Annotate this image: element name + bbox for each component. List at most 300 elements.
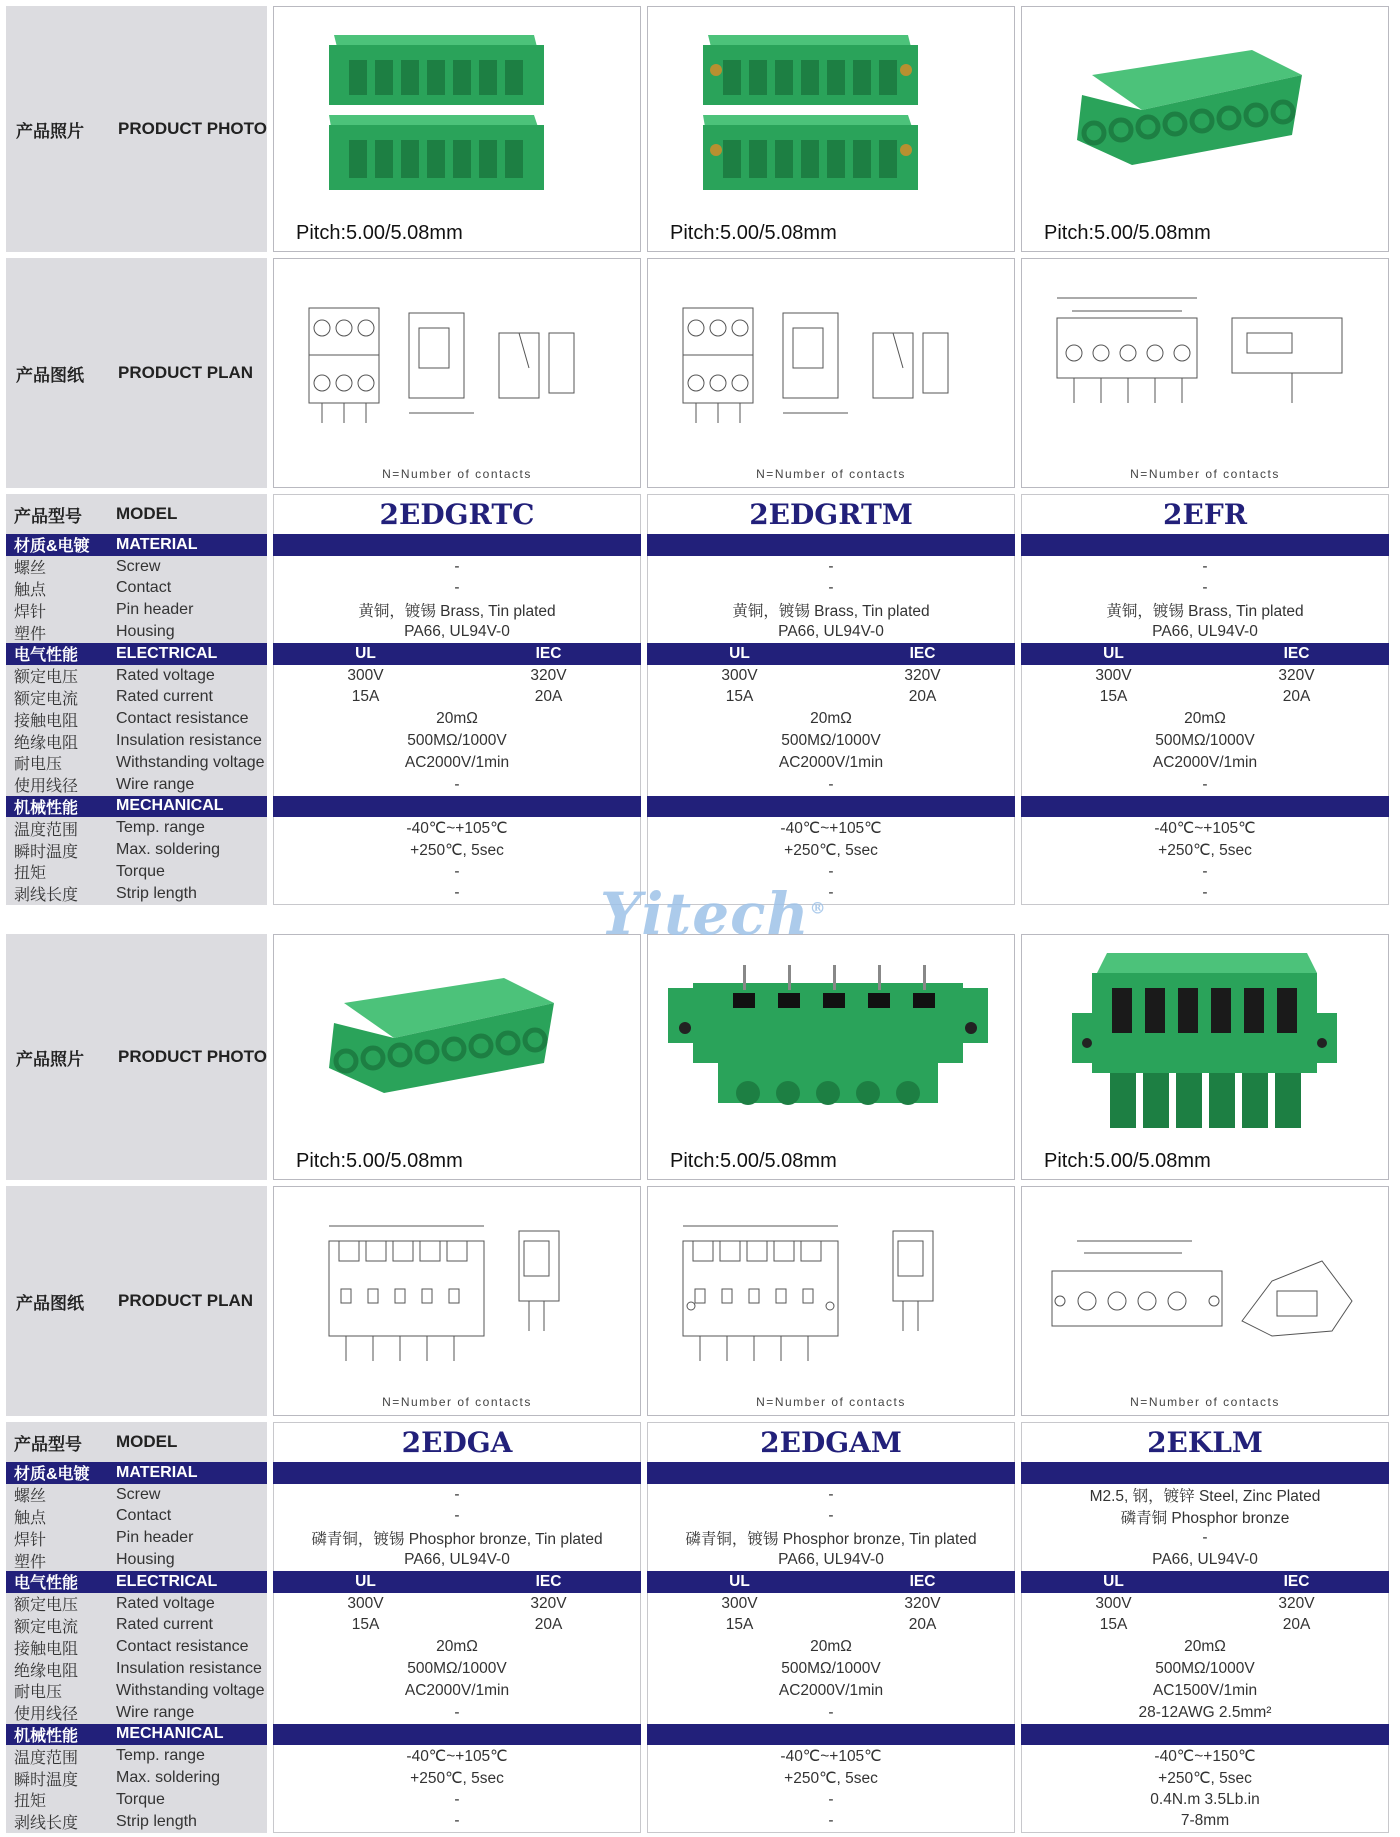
label-cn: 绝缘电阻 (14, 734, 79, 752)
ul-iec-values (648, 1616, 1014, 1634)
spec-row (6, 839, 1394, 861)
spec-value: - (647, 774, 1015, 796)
spec-row-label (6, 1658, 267, 1680)
spec-value: M2.5, 钢，镀锌 Steel, Zinc Plated (1021, 1484, 1389, 1506)
ul-value: 15A (351, 688, 380, 706)
spec-value: -40℃~+105℃ (647, 817, 1015, 839)
ul-iec-header (1022, 1573, 1388, 1591)
spec-row (6, 1615, 1394, 1637)
spec-value (647, 1724, 1015, 1746)
label-en: MATERIAL (116, 1463, 198, 1481)
spec-value (273, 1593, 641, 1615)
spec-row-label (6, 839, 267, 861)
label-cn: 耐电压 (14, 756, 63, 774)
spec-value: PA66, UL94V-0 (1021, 1549, 1389, 1571)
spec-row (6, 665, 1394, 687)
spec-value: 500MΩ/1000V (273, 730, 641, 752)
label-cn: 机械性能 (14, 1727, 79, 1745)
spec-value: 500MΩ/1000V (1021, 1658, 1389, 1680)
n-note: N=Number of contacts (382, 1395, 532, 1409)
spec-value (1021, 796, 1389, 818)
iec-value: 20A (534, 1616, 563, 1634)
label-cn: 使用线径 (14, 778, 79, 796)
spec-row (6, 1636, 1394, 1658)
spec-value: - (1021, 883, 1389, 905)
iec-value: 320V (530, 1594, 567, 1612)
pitch-text: Pitch:5.00/5.08mm (670, 1150, 837, 1172)
spec-value: - (273, 556, 641, 578)
label-cn: 额定电压 (14, 1597, 79, 1615)
ul-value: 300V (347, 666, 384, 684)
spec-value: - (1021, 1527, 1389, 1549)
spec-row-label (6, 687, 267, 709)
label-en: Contact resistance (116, 1638, 249, 1656)
spec-value (647, 796, 1015, 818)
spec-row (6, 494, 1394, 534)
ul-label: UL (1103, 644, 1124, 662)
label-en: Insulation resistance (116, 732, 262, 750)
spec-value (273, 1724, 641, 1746)
spec-value: 500MΩ/1000V (1021, 730, 1389, 752)
iec-value: 20A (534, 688, 563, 706)
ul-value: 15A (1099, 688, 1128, 706)
spec-row (6, 1702, 1394, 1724)
ul-label: UL (355, 644, 376, 662)
spec-value: 黄铜，镀锡 Brass, Tin plated (647, 599, 1015, 621)
label-cn: 焊针 (14, 1531, 47, 1549)
spec-value (273, 687, 641, 709)
spec-row (6, 1767, 1394, 1789)
label-cn: 额定电流 (14, 1618, 79, 1636)
ul-value: 15A (1099, 1616, 1128, 1634)
spec-row-label (6, 1789, 267, 1811)
product-plan-drawing (647, 258, 1015, 488)
label-en: Strip length (116, 1812, 197, 1830)
spec-value: AC1500V/1min (1021, 1680, 1389, 1702)
label-en: Housing (116, 1551, 175, 1569)
spec-value: 20mΩ (273, 1636, 641, 1658)
spec-value: 500MΩ/1000V (273, 1658, 641, 1680)
spec-row-label (6, 1549, 267, 1571)
spec-value: PA66, UL94V-0 (273, 1549, 641, 1571)
product-photo (273, 934, 641, 1180)
label-cn: 扭矩 (14, 865, 47, 883)
spec-value: 黄铜，镀锡 Brass, Tin plated (273, 599, 641, 621)
spec-value: -40℃~+105℃ (273, 1745, 641, 1767)
label-cn: 扭矩 (14, 1793, 47, 1811)
label-cn: 电气性能 (14, 1575, 79, 1593)
spec-value: 7-8mm (1021, 1811, 1389, 1833)
spec-row-label (6, 1615, 267, 1637)
spec-value: PA66, UL94V-0 (647, 621, 1015, 643)
ul-iec-values (1022, 1595, 1388, 1613)
label-cn: 使用线径 (14, 1706, 79, 1724)
spec-value: 20mΩ (1021, 1636, 1389, 1658)
spec-value (1021, 1615, 1389, 1637)
label-cn: 耐电压 (14, 1684, 63, 1702)
pitch-text: Pitch:5.00/5.08mm (670, 222, 837, 244)
spec-value: 500MΩ/1000V (647, 730, 1015, 752)
spec-row (6, 1506, 1394, 1528)
spec-row-label (6, 665, 267, 687)
label-cn: 材质&电镀 (14, 538, 90, 556)
label-cn: 产品型号 (14, 1434, 82, 1454)
label-en: Contact (116, 579, 172, 597)
spec-value (647, 687, 1015, 709)
spec-value: - (273, 578, 641, 600)
iec-value: 320V (904, 666, 941, 684)
product-plan-drawing (1021, 1186, 1389, 1416)
spec-value (273, 1615, 641, 1637)
label-en: Torque (116, 862, 165, 880)
label-cn: 塑件 (14, 1553, 47, 1571)
product-plan-drawing (647, 1186, 1015, 1416)
spec-row-label (6, 1745, 267, 1767)
spec-value: AC2000V/1min (273, 1680, 641, 1702)
ul-value: 300V (347, 1594, 384, 1612)
label-en: ELECTRICAL (116, 1572, 218, 1590)
label-cn: 焊针 (14, 603, 47, 621)
spec-value: - (273, 774, 641, 796)
spec-value: - (647, 1811, 1015, 1833)
label-en: Withstanding voltage (116, 1681, 265, 1699)
spec-row-label (6, 774, 267, 796)
spec-value (1021, 687, 1389, 709)
label-cn: 产品型号 (14, 506, 82, 526)
label-en: Pin header (116, 1529, 194, 1547)
spec-value (273, 1571, 641, 1593)
label-en: Rated voltage (116, 1594, 215, 1612)
spec-row (6, 687, 1394, 709)
spec-row-label (6, 1571, 267, 1593)
spec-row-label (6, 1702, 267, 1724)
spec-value (1021, 534, 1389, 556)
ul-label: UL (1103, 1572, 1124, 1590)
label-en: Torque (116, 1790, 165, 1808)
label-en: Wire range (116, 775, 195, 793)
spec-row-label (6, 643, 267, 665)
spec-row (6, 599, 1394, 621)
spec-row (6, 1745, 1394, 1767)
pitch-text: Pitch:5.00/5.08mm (296, 1150, 463, 1172)
spec-value (1021, 643, 1389, 665)
iec-value: 20A (908, 1616, 937, 1634)
spec-row-label (6, 556, 267, 578)
label-cn: 电气性能 (14, 647, 79, 665)
spec-value: +250℃, 5sec (647, 839, 1015, 861)
spec-value (647, 1593, 1015, 1615)
product-photo (1021, 934, 1389, 1180)
spec-row (6, 534, 1394, 556)
spec-value (1021, 1724, 1389, 1746)
product-block-2 (6, 934, 1394, 1833)
spec-value: - (273, 1506, 641, 1528)
iec-value: 20A (908, 688, 937, 706)
spec-value (647, 1615, 1015, 1637)
label-en: MATERIAL (116, 535, 198, 553)
spec-value: - (647, 1789, 1015, 1811)
spec-value (273, 1462, 641, 1484)
spec-value: - (273, 1702, 641, 1724)
photo-row (6, 934, 1394, 1180)
iec-value: 320V (904, 1594, 941, 1612)
plan-row (6, 258, 1394, 488)
label-en: Rated voltage (116, 666, 215, 684)
spec-value: - (647, 578, 1015, 600)
spec-row (6, 1462, 1394, 1484)
spec-value: - (273, 883, 641, 905)
spec-row (6, 1724, 1394, 1746)
pitch-text: Pitch:5.00/5.08mm (1044, 1150, 1211, 1172)
product-plan-drawing (1021, 258, 1389, 488)
spec-value: +250℃, 5sec (273, 1767, 641, 1789)
ul-label: UL (729, 644, 750, 662)
spec-value: - (273, 861, 641, 883)
spec-value (647, 534, 1015, 556)
ul-iec-header (648, 645, 1014, 663)
plan-label: 产品图纸 PRODUCT PLAN (6, 258, 267, 488)
spec-value: 28-12AWG 2.5mm² (1021, 1702, 1389, 1724)
spec-value (273, 796, 641, 818)
ul-iec-values (1022, 1616, 1388, 1634)
spec-value: +250℃, 5sec (1021, 839, 1389, 861)
spec-row (6, 556, 1394, 578)
spec-value: -40℃~+105℃ (1021, 817, 1389, 839)
spec-row-label (6, 1724, 267, 1746)
spec-row-label (6, 1484, 267, 1506)
label-cn: 剥线长度 (14, 887, 79, 905)
spec-row-label (6, 883, 267, 905)
spec-row (6, 1811, 1394, 1833)
spec-row-label (6, 1527, 267, 1549)
spec-value (1021, 665, 1389, 687)
spec-value (273, 665, 641, 687)
pitch-text: Pitch:5.00/5.08mm (296, 222, 463, 244)
spec-row (6, 1658, 1394, 1680)
ul-iec-values (274, 1616, 640, 1634)
spec-value: - (647, 1506, 1015, 1528)
label-cn: 接触电阻 (14, 712, 79, 730)
spec-value: -40℃~+150℃ (1021, 1745, 1389, 1767)
n-note: N=Number of contacts (756, 1395, 906, 1409)
spec-row-label (6, 1462, 267, 1484)
iec-label: IEC (535, 644, 562, 662)
n-note: N=Number of contacts (756, 467, 906, 481)
product-photo (647, 6, 1015, 252)
ul-iec-values (274, 1595, 640, 1613)
label-en: Rated current (116, 1616, 213, 1634)
label-en: Screw (116, 557, 161, 575)
spec-value (647, 1571, 1015, 1593)
spec-row-label (6, 494, 267, 534)
spec-row-label (6, 578, 267, 600)
ul-value: 15A (725, 688, 754, 706)
spec-value: - (273, 1811, 641, 1833)
spec-value: - (647, 861, 1015, 883)
ul-value: 300V (1095, 1594, 1132, 1612)
spec-row-label (6, 730, 267, 752)
spec-value: AC2000V/1min (647, 752, 1015, 774)
model-name: 2EDGAM (647, 1422, 1015, 1462)
model-name: 2EFR (1021, 494, 1389, 534)
spec-row-label (6, 1811, 267, 1833)
product-photo (1021, 6, 1389, 252)
spec-row-label (6, 752, 267, 774)
spec-value: 黄铜，镀锡 Brass, Tin plated (1021, 599, 1389, 621)
product-photo (647, 934, 1015, 1180)
spec-value (647, 1462, 1015, 1484)
spec-value: - (647, 556, 1015, 578)
spec-value: 磷青铜，镀锡 Phosphor bronze, Tin plated (273, 1527, 641, 1549)
label-en: Contact resistance (116, 710, 249, 728)
spec-value: - (1021, 774, 1389, 796)
spec-row (6, 1422, 1394, 1462)
spec-row (6, 730, 1394, 752)
label-en: Screw (116, 1485, 161, 1503)
label-cn: 触点 (14, 582, 47, 599)
label-en: Max. soldering (116, 1769, 221, 1787)
model-name: 2EDGA (273, 1422, 641, 1462)
iec-value: 20A (1282, 1616, 1311, 1634)
label-cn: 机械性能 (14, 799, 79, 817)
ul-iec-values (648, 688, 1014, 706)
iec-label: IEC (1283, 644, 1310, 662)
photo-row (6, 6, 1394, 252)
product-plan-drawing (273, 258, 641, 488)
label-cn: 螺丝 (14, 1488, 47, 1506)
plan-row (6, 1186, 1394, 1416)
spec-value: 20mΩ (647, 1636, 1015, 1658)
spec-value: -40℃~+105℃ (647, 1745, 1015, 1767)
spec-row (6, 1789, 1394, 1811)
ul-value: 300V (1095, 666, 1132, 684)
spec-row-label (6, 1680, 267, 1702)
spec-value: - (647, 883, 1015, 905)
spec-value: 20mΩ (273, 708, 641, 730)
spec-value (1021, 1593, 1389, 1615)
label-en: MODEL (116, 504, 178, 523)
spec-row-label (6, 1636, 267, 1658)
label-cn: 塑件 (14, 625, 47, 643)
spec-value: - (273, 1789, 641, 1811)
spec-row (6, 1571, 1394, 1593)
spec-row-label (6, 796, 267, 818)
spec-value: 20mΩ (1021, 708, 1389, 730)
iec-label: IEC (1283, 1572, 1310, 1590)
ul-label: UL (729, 1572, 750, 1590)
spec-value: AC2000V/1min (1021, 752, 1389, 774)
ul-value: 300V (721, 666, 758, 684)
spec-row (6, 643, 1394, 665)
label-en: Temp. range (116, 819, 205, 837)
plan-label: 产品图纸 PRODUCT PLAN (6, 1186, 267, 1416)
spec-value (273, 534, 641, 556)
spec-value: +250℃, 5sec (647, 1767, 1015, 1789)
label-en: Contact (116, 1507, 172, 1525)
spec-value: - (1021, 578, 1389, 600)
spec-row (6, 1680, 1394, 1702)
spec-value: +250℃, 5sec (273, 839, 641, 861)
spec-value: +250℃, 5sec (1021, 1767, 1389, 1789)
ul-value: 15A (725, 1616, 754, 1634)
ul-label: UL (355, 1572, 376, 1590)
spec-value: AC2000V/1min (273, 752, 641, 774)
spec-row (6, 752, 1394, 774)
ul-value: 300V (721, 1594, 758, 1612)
spec-value: PA66, UL94V-0 (647, 1549, 1015, 1571)
yitech-watermark: Yitech® (600, 880, 827, 948)
spec-row (6, 1593, 1394, 1615)
spec-row (6, 578, 1394, 600)
label-cn: 材质&电镀 (14, 1466, 90, 1484)
ul-iec-header (274, 1573, 640, 1591)
spec-value: 磷青铜 Phosphor bronze (1021, 1506, 1389, 1528)
spec-value: - (273, 1484, 641, 1506)
ul-value: 15A (351, 1616, 380, 1634)
spec-row-label (6, 1422, 267, 1462)
model-name: 2EDGRTC (273, 494, 641, 534)
spec-value: - (647, 1702, 1015, 1724)
spec-row (6, 817, 1394, 839)
product-block-1 (6, 6, 1394, 905)
spec-value: AC2000V/1min (647, 1680, 1015, 1702)
spec-row (6, 796, 1394, 818)
spec-row-label (6, 861, 267, 883)
pitch-text: Pitch:5.00/5.08mm (1044, 222, 1211, 244)
ul-iec-header (1022, 645, 1388, 663)
spec-value: PA66, UL94V-0 (1021, 621, 1389, 643)
n-note: N=Number of contacts (1130, 1395, 1280, 1409)
spec-row-label (6, 1767, 267, 1789)
label-en: Strip length (116, 884, 197, 902)
spec-row-label (6, 621, 267, 643)
spec-value (273, 643, 641, 665)
ul-iec-values (1022, 667, 1388, 685)
label-en: Temp. range (116, 1747, 205, 1765)
label-cn: 触点 (14, 1510, 47, 1527)
spec-value: 磷青铜，镀锡 Phosphor bronze, Tin plated (647, 1527, 1015, 1549)
product-plan-drawing (273, 1186, 641, 1416)
iec-value: 320V (1278, 666, 1315, 684)
ul-iec-values (648, 1595, 1014, 1613)
label-en: MECHANICAL (116, 797, 224, 815)
spec-row-label (6, 534, 267, 556)
label-en: ELECTRICAL (116, 644, 218, 662)
ul-iec-values (648, 667, 1014, 685)
label-en: Rated current (116, 688, 213, 706)
photo-label: 产品照片 PRODUCT PHOTO (6, 934, 267, 1180)
label-cn: 绝缘电阻 (14, 1662, 79, 1680)
label-en: MECHANICAL (116, 1725, 224, 1743)
spec-row (6, 774, 1394, 796)
label-cn: 瞬时温度 (14, 1771, 79, 1789)
ul-iec-header (274, 645, 640, 663)
spec-value: -40℃~+105℃ (273, 817, 641, 839)
label-cn: 瞬时温度 (14, 843, 79, 861)
iec-value: 320V (530, 666, 567, 684)
label-cn: 剥线长度 (14, 1815, 79, 1833)
spec-table (6, 494, 1394, 905)
spec-row (6, 1484, 1394, 1506)
spec-value: - (647, 1484, 1015, 1506)
label-en: Housing (116, 623, 175, 641)
iec-value: 20A (1282, 688, 1311, 706)
spec-row (6, 708, 1394, 730)
iec-label: IEC (535, 1572, 562, 1590)
product-photo (273, 6, 641, 252)
model-name: 2EKLM (1021, 1422, 1389, 1462)
spec-value (647, 643, 1015, 665)
